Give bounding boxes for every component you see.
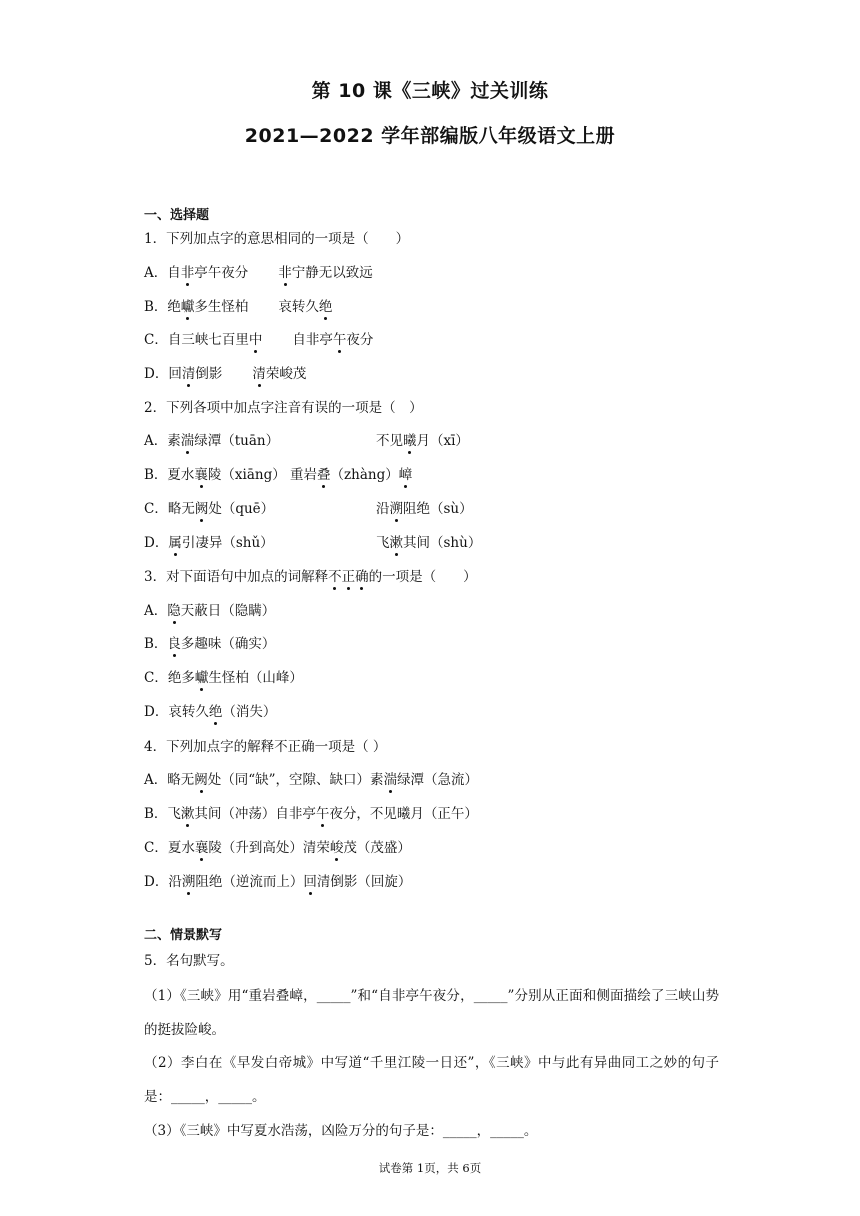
question-5-stem: 5．名句默写。	[144, 953, 234, 969]
question-1-option-a: A．自非亭午夜分 非宁静无以致远	[144, 265, 373, 281]
question-1-option-d: D．回清倒影 清荣峻茂	[144, 366, 307, 382]
question-3-option-a: A．隐天蔽日（隐瞒）	[144, 603, 276, 619]
question-4-option-b: B．飞漱其间（冲荡）自非亭午夜分，不见曦月（正午）	[144, 806, 478, 822]
question-1-option-b: B．绝巘多生怪柏 哀转久绝	[144, 299, 333, 315]
question-2-stem: 2．下列各项中加点字注音有误的一项是（ ）	[144, 400, 423, 416]
question-2-option-d: D．属引凄异（shǔ） 飞漱其间（shù）	[144, 535, 482, 551]
question-4-option-a: A．略无阙处（同“缺”，空隙、缺口）素湍绿潭（急流）	[144, 772, 479, 788]
question-3-option-b: B．良多趣味（确实）	[144, 636, 276, 652]
section-heading-dictation: 二、情景默写	[144, 928, 223, 943]
page-title: 第 10 课《三峡》过关训练	[311, 80, 549, 102]
question-5-item-1: （1）《三峡》用“重岩叠嶂，_____”和“自非亭午夜分，_____”分别从正面和侧面描绘了三峡山势的挺拔险峻。	[144, 988, 719, 1038]
question-2-option-c: C．略无阙处（quē） 沿溯阻绝（sù）	[144, 501, 473, 517]
section-heading-choice: 一、选择题	[144, 208, 210, 223]
question-2-option-a: A．素湍绿潭（tuān） 不见曦月（xī）	[144, 433, 469, 449]
question-3-option-c: C．绝多巘生怪柏（山峰）	[144, 670, 303, 686]
question-1-stem: 1．下列加点字的意思相同的一项是（ ）	[144, 231, 410, 247]
dotted-char: 不	[328, 569, 342, 585]
question-3-dotted-text	[328, 569, 369, 585]
question-5-item-3: （3）《三峡》中写夏水浩荡，凶险万分的句子是：_____，_____。	[144, 1123, 538, 1139]
question-4-option-d: D．沿溯阻绝（逆流而上）回清倒影（回旋）	[144, 874, 412, 890]
dotted-char: 正	[341, 569, 356, 585]
page-subtitle: 2021—2022 学年部编版八年级语文上册	[244, 125, 616, 147]
dotted-char: 确	[355, 569, 369, 585]
question-1-option-c: C．自三峡七百里中 自非亭午夜分	[144, 332, 374, 348]
page-footer: 试卷第 1页，共 6页	[378, 1161, 482, 1175]
question-2-option-b: B．夏水襄陵（xiāng） 重岩叠（zhàng）嶂	[144, 467, 413, 483]
question-5-item-2: （2）李白在《早发白帝城》中写道“千里江陵一日还”，《三峡》中与此有异曲同工之妙的句子是：_____，_____。	[144, 1055, 719, 1105]
question-4-option-c: C．夏水襄陵（升到高处）清荣峻茂（茂盛）	[144, 840, 411, 856]
question-3-option-d: D．哀转久绝（消失）	[144, 704, 277, 720]
question-4-stem: 4．下列加点字的解释不正确一项是（ ）	[144, 739, 387, 755]
question-3-stem: 3．对下面语句中加点的词解释不正确的一项是（ ）	[144, 569, 477, 585]
